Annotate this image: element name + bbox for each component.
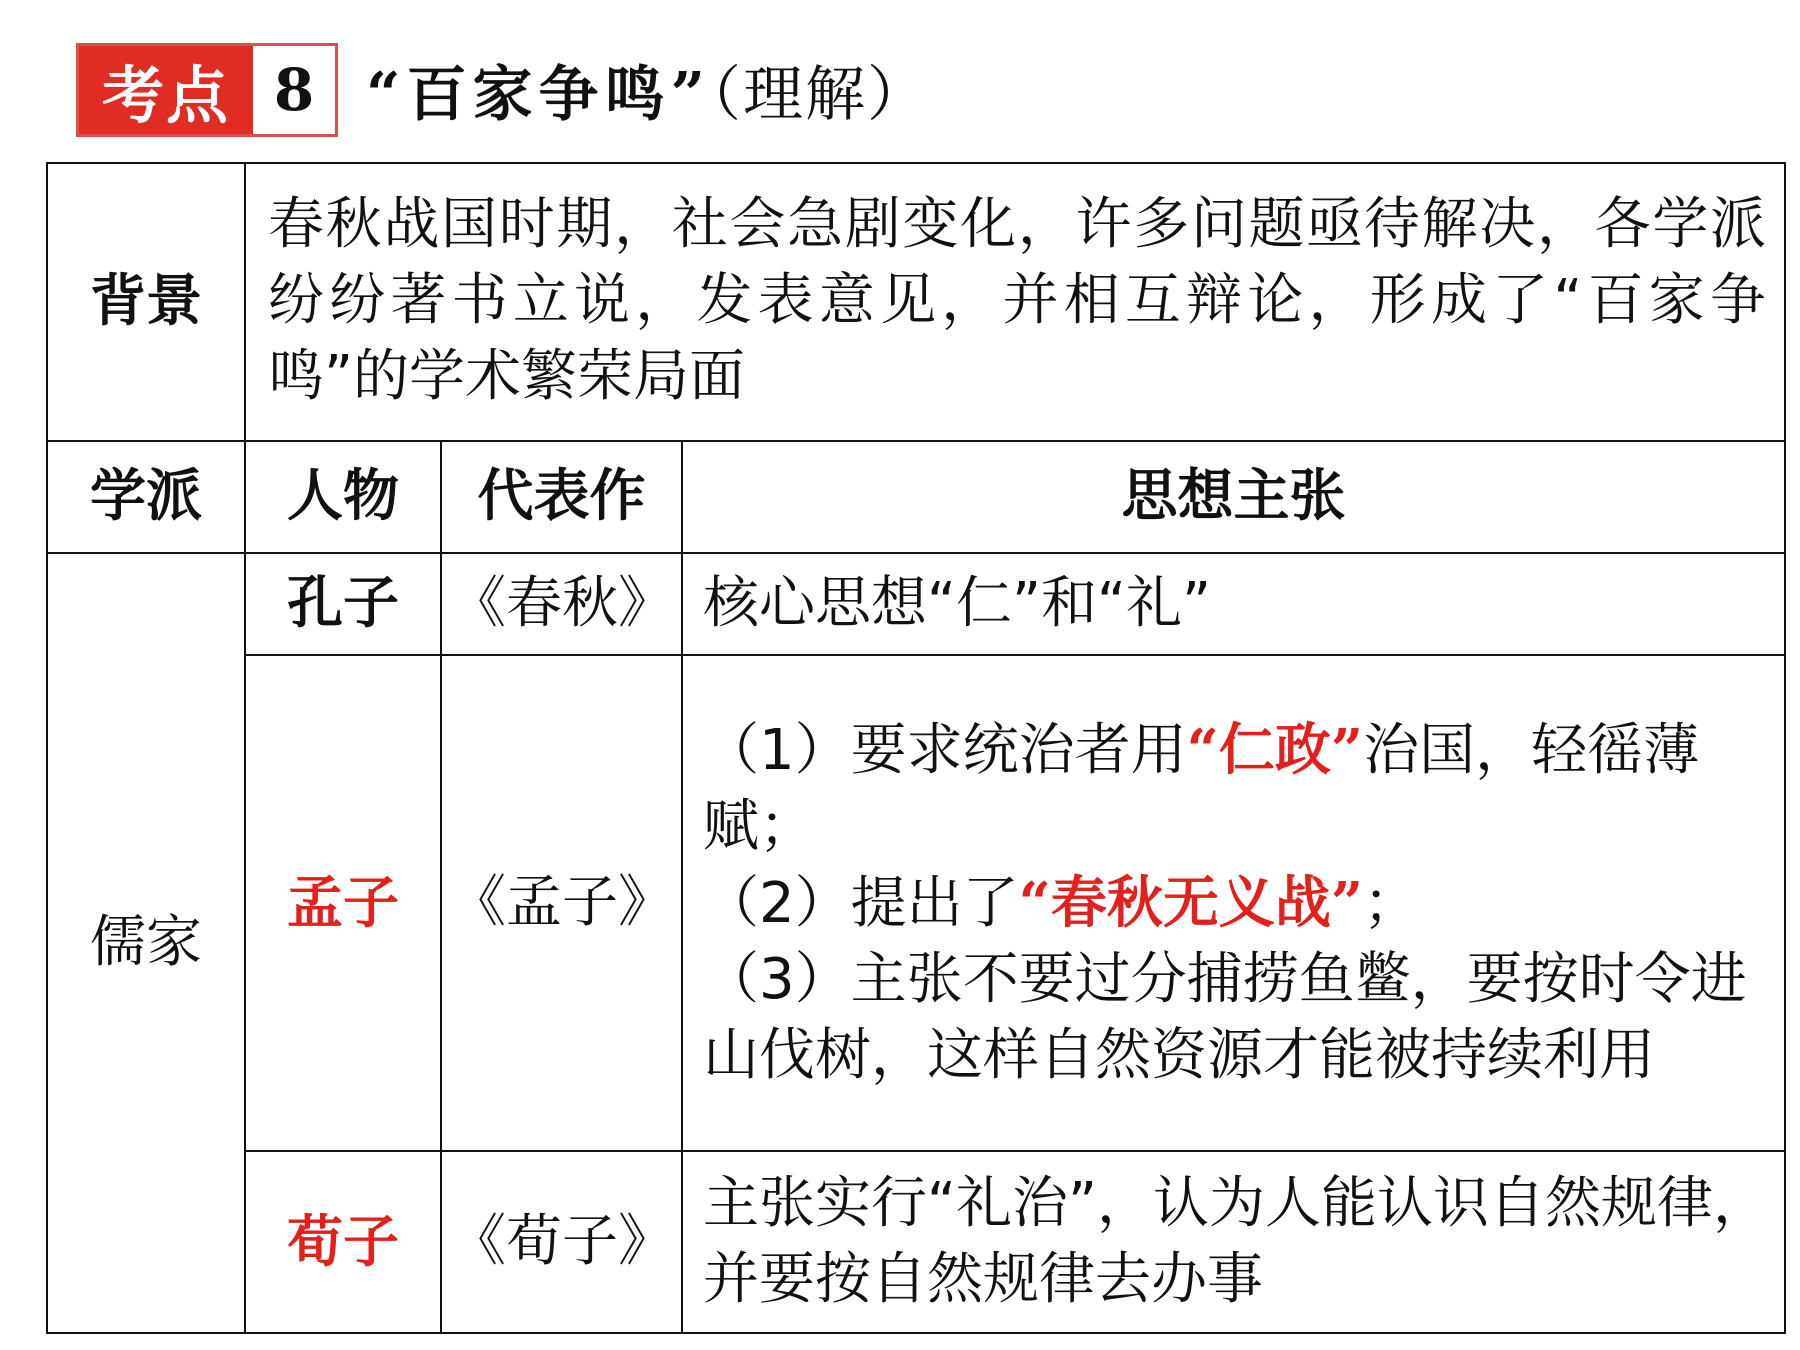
- table-row: [47, 655, 1785, 1151]
- work-title: 《荀子》: [441, 1151, 682, 1333]
- person-name: 孟子: [245, 655, 441, 1151]
- topic-header: [76, 40, 929, 140]
- column-header-ideas: 思想主张: [682, 441, 1785, 553]
- background-text: 春秋战国时期，社会急剧变化，许多问题亟待解决，各学派纷纷著书立说，发表意见，并相互辩论，形成了“百家争鸣”的学术繁荣局面: [245, 163, 1785, 441]
- badge-number: 8: [253, 46, 335, 134]
- person-name: 孔子: [245, 553, 441, 655]
- topic-title-text: “百家争鸣”: [366, 60, 712, 130]
- school-name: 儒家: [47, 553, 245, 1333]
- background-row: [47, 163, 1785, 441]
- idea-text: （1）要求统治者用: [703, 718, 1187, 783]
- topic-title: [366, 47, 929, 133]
- ideas-text: 主张实行“礼治”，认为人能认识自然规律，并要按自然规律去办事: [682, 1151, 1785, 1333]
- table-row: [47, 1151, 1785, 1333]
- person-name: 荀子: [245, 1151, 441, 1333]
- idea-text: 治国，轻徭薄赋；: [703, 718, 1700, 859]
- idea-text: ；: [1363, 871, 1420, 936]
- column-header-row: [47, 441, 1785, 553]
- idea-text: （2）提出了: [703, 871, 1019, 936]
- work-title: 《春秋》: [441, 553, 682, 655]
- idea-highlight: “春秋无义战”: [1018, 870, 1364, 936]
- topic-level-tag: （理解）: [711, 60, 930, 130]
- ideas-cell: [682, 655, 1785, 1151]
- badge-label: 考点: [79, 46, 253, 134]
- column-header-person: 人物: [245, 441, 441, 553]
- idea-item-1: [703, 712, 1770, 865]
- ideas-text: 核心思想“仁”和“礼”: [682, 553, 1785, 655]
- table-row: [47, 553, 1785, 655]
- topic-badge: [76, 43, 338, 137]
- column-header-school: 学派: [47, 441, 245, 553]
- column-header-work: 代表作: [441, 441, 682, 553]
- idea-highlight: “仁政”: [1186, 717, 1364, 783]
- idea-item-3: （3）主张不要过分捕捞鱼鳖，要按时令进山伐树，这样自然资源才能被持续利用: [703, 947, 1747, 1088]
- background-label: 背景: [47, 163, 245, 441]
- idea-item-2: [703, 865, 1770, 942]
- work-title: 《孟子》: [441, 655, 682, 1151]
- content-table: [46, 162, 1786, 1334]
